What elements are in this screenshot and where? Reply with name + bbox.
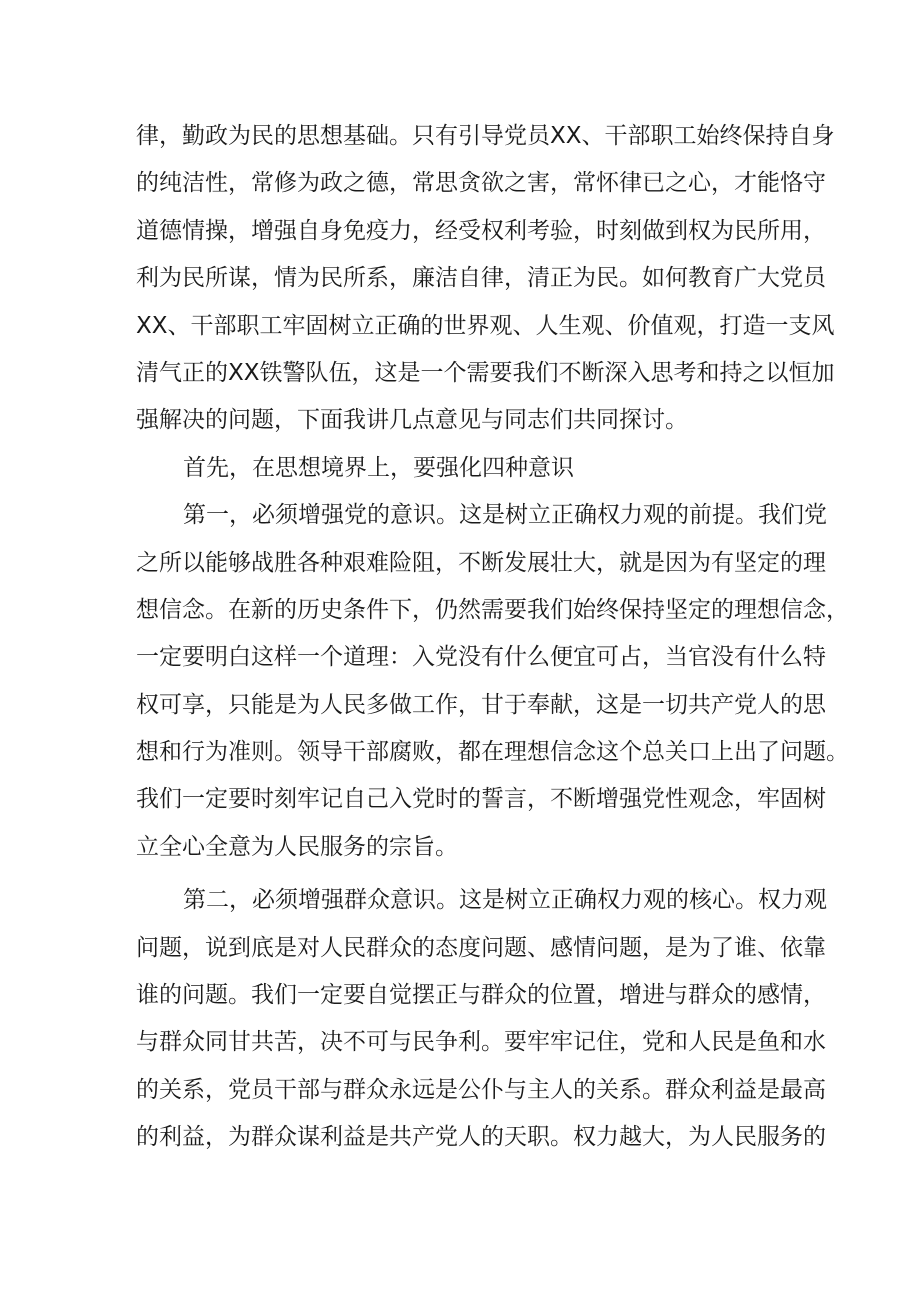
text-line: 想信念。在新的历史条件下，仍然需要我们始终保持坚定的理想信念， [136, 596, 849, 623]
paragraph-3 [136, 877, 827, 1161]
paragraph-1 [136, 113, 835, 445]
text-line: 强解决的问题，下面我讲几点意见与同志们共同探讨。 [136, 407, 688, 434]
paragraph-2 [136, 492, 849, 871]
text-line: 权可享，只能是为人民多做工作，甘于奉献，这是一切共产党人的思 [136, 691, 826, 718]
text-line: 谁的问题。我们一定要自觉摆正与群众的位置，增进与群众的感情， [136, 982, 826, 1009]
text-line: 与群众同甘共苦，决不可与民争利。要牢牢记住，党和人民是鱼和水 [136, 1029, 826, 1056]
text-line: 一定要明白这样一个道理：入党没有什么便宜可占，当官没有什么特 [136, 644, 826, 671]
text-line: 的纯洁性，常修为政之德，常思贪欲之害，常怀律已之心，才能恪守 [136, 170, 826, 197]
text-line: 我们一定要时刻牢记自己入党时的誓言，不断增强党性观念，牢固树 [136, 786, 826, 813]
text-line: 律，勤政为民的思想基础。只有引导党员XX、干部职工始终保持自身 [136, 123, 835, 149]
document-body [136, 113, 849, 1162]
text-line: 第二，必须增强群众意识。这是树立正确权力观的核心。权力观 [183, 887, 827, 914]
text-line: 立全心全意为人民服务的宗旨。 [136, 833, 458, 860]
section-heading [136, 445, 788, 492]
text-line: 的关系，党员干部与群众永远是公仆与主人的关系。群众利益是最高 [136, 1076, 826, 1103]
text-line: 首先，在思想境界上，要强化四种意识 [183, 454, 574, 481]
text-line: 道德情操，增强自身免疫力，经受权利考验，时刻做到权为民所用， [136, 217, 826, 244]
text-line: 清气正的XX铁警队伍，这是一个需要我们不断深入思考和持之以恒加 [136, 359, 835, 386]
text-line: 想和行为准则。领导干部腐败，都在理想信念这个总关口上出了问题。 [136, 739, 849, 766]
text-line: 的利益，为群众谋利益是共产党人的天职。权力越大，为人民服务的 [136, 1124, 826, 1151]
text-line: XX、干部职工牢固树立正确的世界观、人生观、价值观，打造一支风 [136, 312, 835, 339]
text-line: 利为民所谋，情为民所系，廉洁自律，清正为民。如何教育广大党员 [136, 265, 826, 292]
text-line: 问题，说到底是对人民群众的态度问题、感情问题，是为了谁、依靠 [136, 934, 826, 961]
text-line: 之所以能够战胜各种艰难险阻，不断发展壮大，就是因为有坚定的理 [136, 549, 826, 576]
text-line: 第一，必须增强党的意识。这是树立正确权力观的前提。我们党 [183, 502, 827, 529]
